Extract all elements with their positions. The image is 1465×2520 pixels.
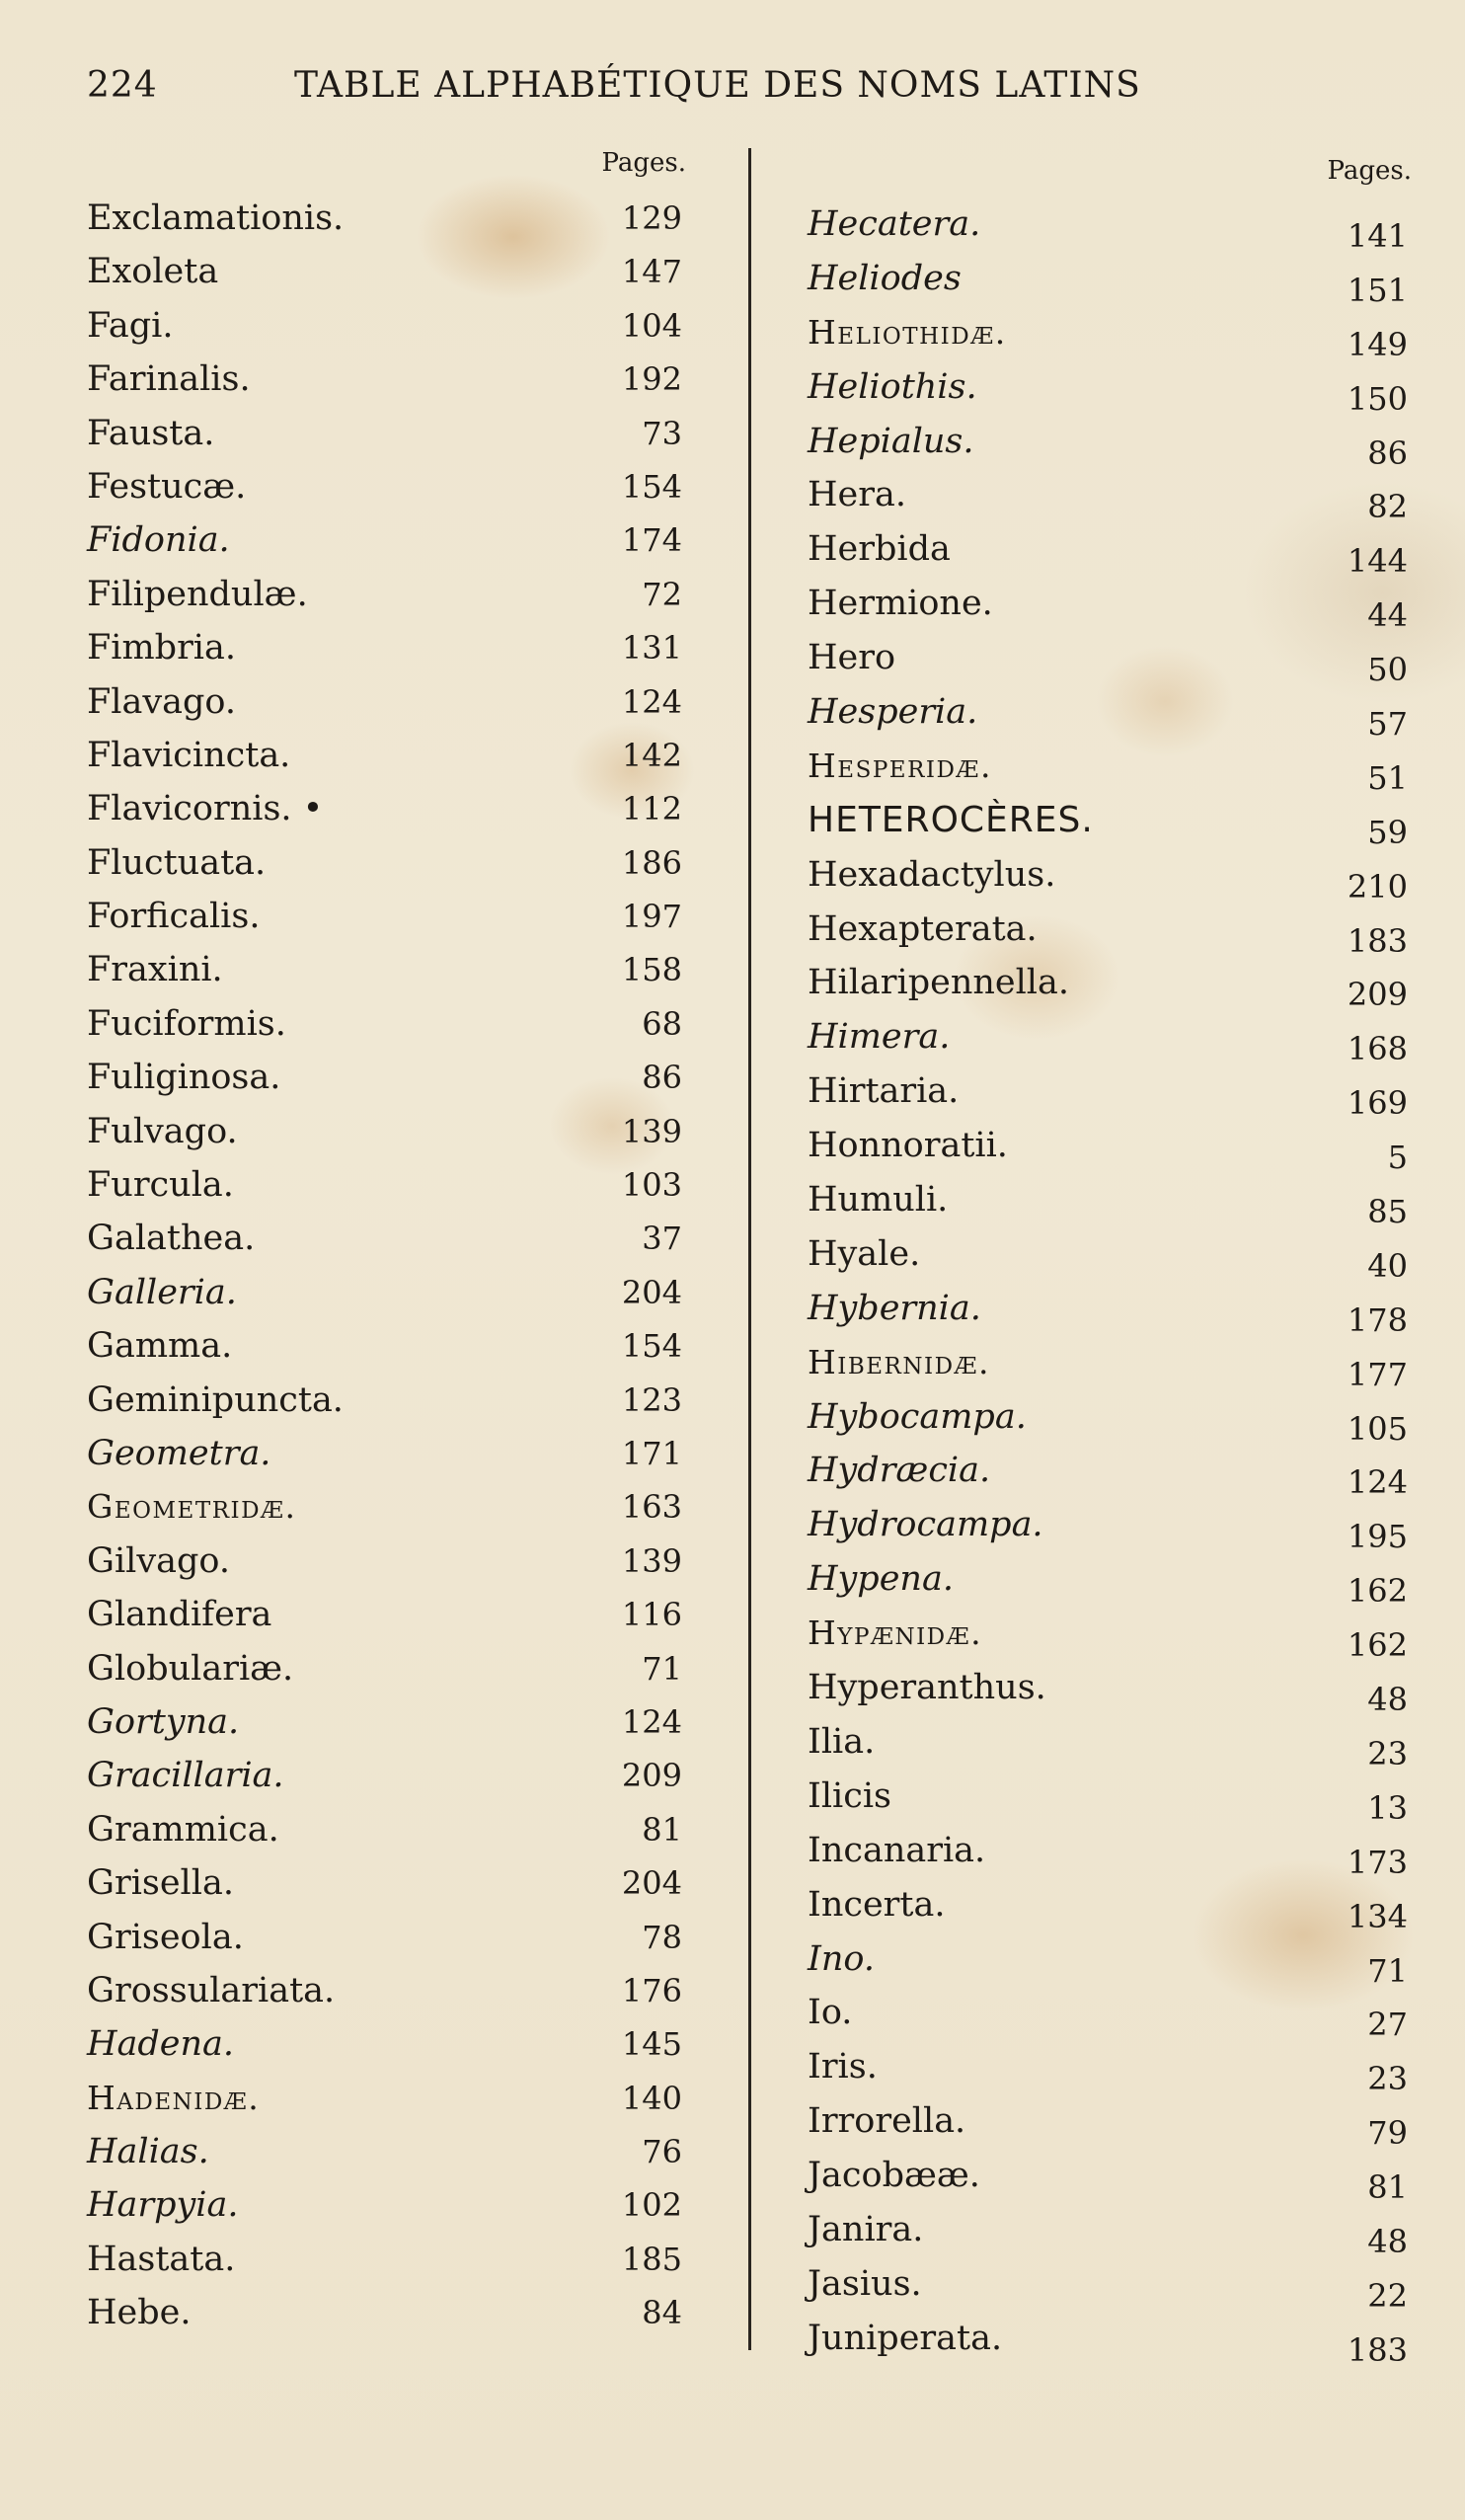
entry-name: Hastata.: [87, 2239, 236, 2279]
index-entry: [79, 1427, 686, 1480]
entry-name: Griseola.: [87, 1917, 244, 1957]
entry-page-number: 81: [642, 1810, 682, 1849]
entry-name: Filipendulæ.: [87, 574, 308, 614]
entry-page-number: 129: [621, 199, 682, 237]
entry-page-number: 158: [621, 951, 682, 989]
entry-page-number: 23: [1367, 1734, 1408, 1772]
entry-page-number: 105: [1347, 1409, 1408, 1448]
entry-name: Furcula.: [87, 1165, 234, 1206]
index-entry: [800, 1336, 1412, 1393]
entry-name: HETEROCÈRES.: [808, 799, 1094, 840]
column-divider: [748, 148, 751, 2350]
entry-page-number: 183: [1347, 921, 1408, 960]
entry-name: Festucæ.: [87, 466, 247, 507]
entry-name: Flavago.: [87, 681, 236, 722]
entry-name: Gortyna.: [87, 1701, 240, 1742]
entry-name: Janira.: [808, 2209, 924, 2249]
entry-name: Hera.: [808, 475, 906, 515]
entry-page-number: 139: [621, 1112, 682, 1150]
entry-page-number: 116: [621, 1596, 682, 1634]
entry-name: Fulvago.: [87, 1111, 238, 1151]
index-entry: [800, 1878, 1412, 1935]
entry-name: Hecatera.: [808, 204, 981, 244]
entry-name: Hexapterata.: [808, 908, 1038, 949]
entry-page-number: 171: [621, 1434, 682, 1472]
entry-page-number: 103: [621, 1166, 682, 1205]
entry-page-number: 195: [1347, 1518, 1408, 1556]
index-entry: [79, 1105, 686, 1158]
entry-page-number: 76: [642, 2133, 682, 2171]
index-entry: [800, 631, 1412, 689]
entry-page-number: 44: [1367, 596, 1408, 635]
index-entry: [79, 299, 686, 353]
entry-name: Fuliginosa.: [87, 1058, 281, 1098]
index-entry: [79, 2072, 686, 2125]
entry-name: Hirtaria.: [808, 1071, 960, 1112]
entry-name: Jacobææ.: [808, 2156, 980, 2196]
index-entry: [79, 1695, 686, 1749]
index-entry: [800, 306, 1412, 363]
entry-page-number: 13: [1367, 1788, 1408, 1827]
entry-name: Ino.: [808, 1938, 875, 1979]
entry-name: Hero: [808, 638, 896, 678]
index-entry: [800, 2040, 1412, 2098]
entry-name: Gilvago.: [87, 1540, 230, 1581]
entry-page-number: 48: [1367, 2222, 1408, 2260]
entry-name: Geometridæ.: [87, 1487, 297, 1527]
entry-page-number: 134: [1347, 1897, 1408, 1935]
index-entry: [800, 1010, 1412, 1068]
index-entry: [79, 1212, 686, 1265]
index-entry: [800, 903, 1412, 960]
entry-name: Hesperidæ.: [808, 746, 992, 785]
index-entry: [79, 1642, 686, 1695]
index-entry: [79, 2017, 686, 2071]
index-entry: [800, 1770, 1412, 1827]
index-entry: [79, 513, 686, 567]
entry-name: Jasius.: [808, 2263, 922, 2304]
entry-name: Fraxini.: [87, 950, 223, 990]
entry-name: Io.: [808, 1993, 853, 2033]
entry-name: Glandifera: [87, 1595, 272, 1635]
index-entry: [800, 522, 1412, 581]
index-entry: [800, 197, 1412, 255]
entry-page-number: 71: [642, 1649, 682, 1688]
entry-page-number: 163: [621, 1488, 682, 1527]
entry-page-number: 81: [1367, 2168, 1408, 2207]
index-entry: [800, 740, 1412, 797]
entry-page-number: 183: [1347, 2330, 1408, 2369]
entry-page-number: 59: [1367, 813, 1408, 851]
index-entry: [79, 245, 686, 298]
index-entry: [79, 2178, 686, 2232]
entry-page-number: 162: [1347, 1626, 1408, 1665]
entry-name: Himera.: [808, 1017, 951, 1058]
index-entry: [800, 1986, 1412, 2044]
entry-name: Globulariæ.: [87, 1648, 294, 1689]
entry-name: Flavicincta.: [87, 735, 291, 775]
entry-name: Geminipuncta.: [87, 1379, 344, 1420]
index-entry: [800, 1119, 1412, 1177]
index-entry: [79, 2233, 686, 2286]
entry-name: Farinalis.: [87, 359, 251, 400]
entry-name: Hydræcia.: [808, 1451, 991, 1491]
entry-name: Heliodes: [808, 258, 962, 298]
entry-page-number: 145: [621, 2025, 682, 2064]
entry-page-number: 5: [1387, 1139, 1408, 1177]
entry-name: Incanaria.: [808, 1830, 986, 1870]
index-entry: [79, 2125, 686, 2178]
entry-page-number: 86: [1367, 433, 1408, 472]
entry-name: Exclamationis.: [87, 198, 345, 238]
index-entry: [800, 1661, 1412, 1719]
entry-page-number: 210: [1347, 867, 1408, 906]
entry-page-number: 141: [1347, 217, 1408, 255]
entry-page-number: 173: [1347, 1843, 1408, 1881]
entry-page-number: 178: [1347, 1300, 1408, 1339]
index-entry: [800, 2094, 1412, 2153]
entry-name: Galleria.: [87, 1272, 237, 1312]
index-entry: [800, 1715, 1412, 1770]
index-entry: [79, 782, 686, 835]
entry-page-number: 144: [1347, 542, 1408, 581]
index-entry: [79, 1803, 686, 1856]
entry-name: Ilicis: [808, 1775, 891, 1816]
entry-page-number: 162: [1347, 1572, 1408, 1611]
entry-page-number: 22: [1367, 2276, 1408, 2315]
index-entry: [79, 1588, 686, 1641]
entry-page-number: 71: [1367, 1951, 1408, 1990]
entry-page-number: 154: [621, 467, 682, 506]
index-entry: [800, 415, 1412, 472]
entry-name: Heliothis.: [808, 366, 977, 407]
entry-page-number: 151: [1347, 271, 1408, 309]
entry-page-number: 204: [621, 1864, 682, 1903]
entry-page-number: 82: [1367, 488, 1408, 526]
index-entry: [79, 943, 686, 996]
entry-name: Humuli.: [808, 1180, 949, 1221]
index-entry: [79, 997, 686, 1051]
index-entry: [79, 1911, 686, 1964]
index-entry: [800, 252, 1412, 309]
index-entry: [79, 407, 686, 460]
entry-name: Hermione.: [808, 584, 993, 624]
entry-name: Hybocampa.: [808, 1396, 1027, 1437]
entry-name: Gracillaria.: [87, 1756, 284, 1796]
entry-page-number: 79: [1367, 2114, 1408, 2153]
entry-page-number: 177: [1347, 1355, 1408, 1393]
entry-page-number: 185: [621, 2240, 682, 2278]
entry-name: Fausta.: [87, 413, 215, 453]
entry-page-number: 73: [642, 414, 682, 452]
page-number: 224: [87, 65, 158, 106]
index-entry: [800, 2257, 1412, 2315]
entry-page-number: 57: [1367, 705, 1408, 744]
index-entry: [79, 1051, 686, 1104]
entry-name: Fimbria.: [87, 628, 236, 669]
index-entry: [79, 1535, 686, 1588]
entry-page-number: 102: [621, 2186, 682, 2225]
entry-name: Flavicornis. •: [87, 789, 324, 829]
entry-page-number: 176: [621, 1971, 682, 2009]
entry-name: Ilia.: [808, 1721, 876, 1762]
entry-name: Irrorella.: [808, 2101, 966, 2142]
entry-name: Hybernia.: [808, 1288, 981, 1328]
index-entry: [800, 685, 1412, 744]
index-entry: [800, 2203, 1412, 2260]
index-entry: [79, 192, 686, 245]
entry-page-number: 154: [621, 1327, 682, 1366]
entry-name: Hadenidæ.: [87, 2078, 261, 2117]
index-column-left: [79, 148, 686, 2360]
entry-name: Hepialus.: [808, 421, 974, 461]
entry-name: Fagi.: [87, 305, 174, 346]
entry-page-number: 104: [621, 306, 682, 345]
entry-name: Geometra.: [87, 1433, 271, 1473]
index-entry: [800, 1444, 1412, 1502]
entry-name: Grisella.: [87, 1863, 234, 1904]
entry-name: Juniperata.: [808, 2318, 1003, 2358]
index-entry: [79, 568, 686, 621]
entry-page-number: 186: [621, 843, 682, 882]
entry-page-number: 147: [621, 253, 682, 291]
entry-page-number: 124: [1347, 1463, 1408, 1502]
entry-name: Harpyia.: [87, 2185, 239, 2226]
entry-name: Halias.: [87, 2132, 209, 2172]
entry-page-number: 72: [642, 575, 682, 613]
entry-name: Grossulariata.: [87, 1970, 336, 2010]
index-entry: [800, 1607, 1412, 1665]
index-entry: [79, 2286, 686, 2339]
entry-name: Hilaripennella.: [808, 963, 1069, 1003]
page-header: [0, 65, 1465, 120]
index-entry: [800, 794, 1412, 851]
entry-page-number: 68: [642, 1004, 682, 1043]
entry-page-number: 140: [621, 2079, 682, 2117]
entry-name: Hibernidæ.: [808, 1342, 991, 1381]
entry-page-number: 192: [621, 360, 682, 399]
entry-page-number: 131: [621, 629, 682, 668]
entry-page-number: 40: [1367, 1246, 1408, 1285]
entry-page-number: 78: [642, 1918, 682, 1956]
entry-page-number: 142: [621, 736, 682, 774]
index-entry: [800, 1552, 1412, 1611]
index-entry: [79, 675, 686, 729]
entry-page-number: 112: [621, 790, 682, 828]
index-entry: [800, 1498, 1412, 1556]
index-entry: [79, 1319, 686, 1373]
index-entry: [800, 1390, 1412, 1448]
index-entry: [79, 890, 686, 943]
index-entry: [800, 1173, 1412, 1231]
index-entry: [800, 2312, 1412, 2369]
index-entry: [800, 468, 1412, 526]
index-entry: [79, 353, 686, 406]
index-column-right: [800, 148, 1412, 2369]
index-entry: [800, 848, 1412, 906]
pages-column-label: Pages.: [1327, 156, 1412, 186]
entry-name: Iris.: [808, 2047, 878, 2087]
entry-name: Heliothidæ.: [808, 312, 1007, 352]
entry-page-number: 51: [1367, 758, 1408, 797]
entry-name: Galathea.: [87, 1219, 256, 1259]
entry-name: Herbida: [808, 529, 951, 570]
entry-page-number: 209: [621, 1757, 682, 1795]
entry-name: Hebe.: [87, 2293, 192, 2333]
index-entry: [800, 1227, 1412, 1285]
entry-page-number: 86: [642, 1059, 682, 1097]
entry-page-number: 27: [1367, 2006, 1408, 2044]
index-entry: [79, 1749, 686, 1802]
entry-name: Honnoratii.: [808, 1126, 1008, 1166]
index-entry: [79, 836, 686, 890]
index-entry: [800, 577, 1412, 635]
index-entry: [800, 1064, 1412, 1123]
index-entry: [79, 460, 686, 513]
entry-name: Incerta.: [808, 1884, 946, 1925]
index-entry: [800, 956, 1412, 1014]
index-entry: [800, 360, 1412, 418]
index-entry: [79, 729, 686, 782]
entry-page-number: 85: [1367, 1193, 1408, 1231]
entry-page-number: 139: [621, 1541, 682, 1580]
index-entry: [79, 1158, 686, 1212]
entry-page-number: 149: [1347, 325, 1408, 363]
index-entry: [79, 1964, 686, 2017]
entry-name: Fuciformis.: [87, 1003, 286, 1044]
entry-name: Hyale.: [808, 1233, 921, 1274]
running-title: TABLE ALPHABÉTIQUE DES NOMS LATINS: [294, 65, 1141, 106]
pages-column-label: Pages.: [601, 148, 686, 178]
index-entry: [800, 1932, 1412, 1990]
entry-name: Hadena.: [87, 2024, 235, 2065]
entry-page-number: 123: [621, 1380, 682, 1419]
entry-name: Hypena.: [808, 1559, 954, 1600]
entry-name: Grammica.: [87, 1809, 279, 1850]
entry-page-number: 23: [1367, 2060, 1408, 2098]
entry-page-number: 84: [642, 2294, 682, 2332]
entry-name: Hexadactylus.: [808, 854, 1056, 895]
index-entry: [800, 2149, 1412, 2207]
entry-page-number: 197: [621, 898, 682, 936]
entry-page-number: 204: [621, 1273, 682, 1311]
entry-name: Hypænidæ.: [808, 1614, 983, 1653]
entry-name: Forficalis.: [87, 897, 261, 937]
index-entries-right: [800, 197, 1412, 2369]
index-entry: [800, 1824, 1412, 1881]
entry-page-number: 168: [1347, 1030, 1408, 1068]
entry-page-number: 37: [642, 1220, 682, 1258]
index-entry: [79, 1856, 686, 1910]
entry-page-number: 124: [621, 1702, 682, 1741]
entry-name: Fidonia.: [87, 520, 230, 561]
index-entries-left: [79, 192, 686, 2340]
index-entry: [79, 1266, 686, 1319]
index-entry: [800, 1282, 1412, 1339]
entry-page-number: 150: [1347, 379, 1408, 418]
index-entry: [79, 621, 686, 674]
entry-name: Exoleta: [87, 252, 219, 292]
entry-page-number: 50: [1367, 651, 1408, 689]
entry-name: Hyperanthus.: [808, 1668, 1046, 1708]
entry-page-number: 124: [621, 682, 682, 721]
entry-page-number: 174: [621, 521, 682, 560]
entry-name: Gamma.: [87, 1326, 233, 1367]
index-entry: [79, 1480, 686, 1534]
entry-name: Hydrocampa.: [808, 1505, 1043, 1545]
entry-name: Fluctuata.: [87, 842, 267, 883]
entry-name: Hesperia.: [808, 692, 978, 733]
entry-page-number: 48: [1367, 1681, 1408, 1719]
entry-page-number: 169: [1347, 1084, 1408, 1123]
index-entry: [79, 1374, 686, 1427]
entry-page-number: 209: [1347, 976, 1408, 1014]
